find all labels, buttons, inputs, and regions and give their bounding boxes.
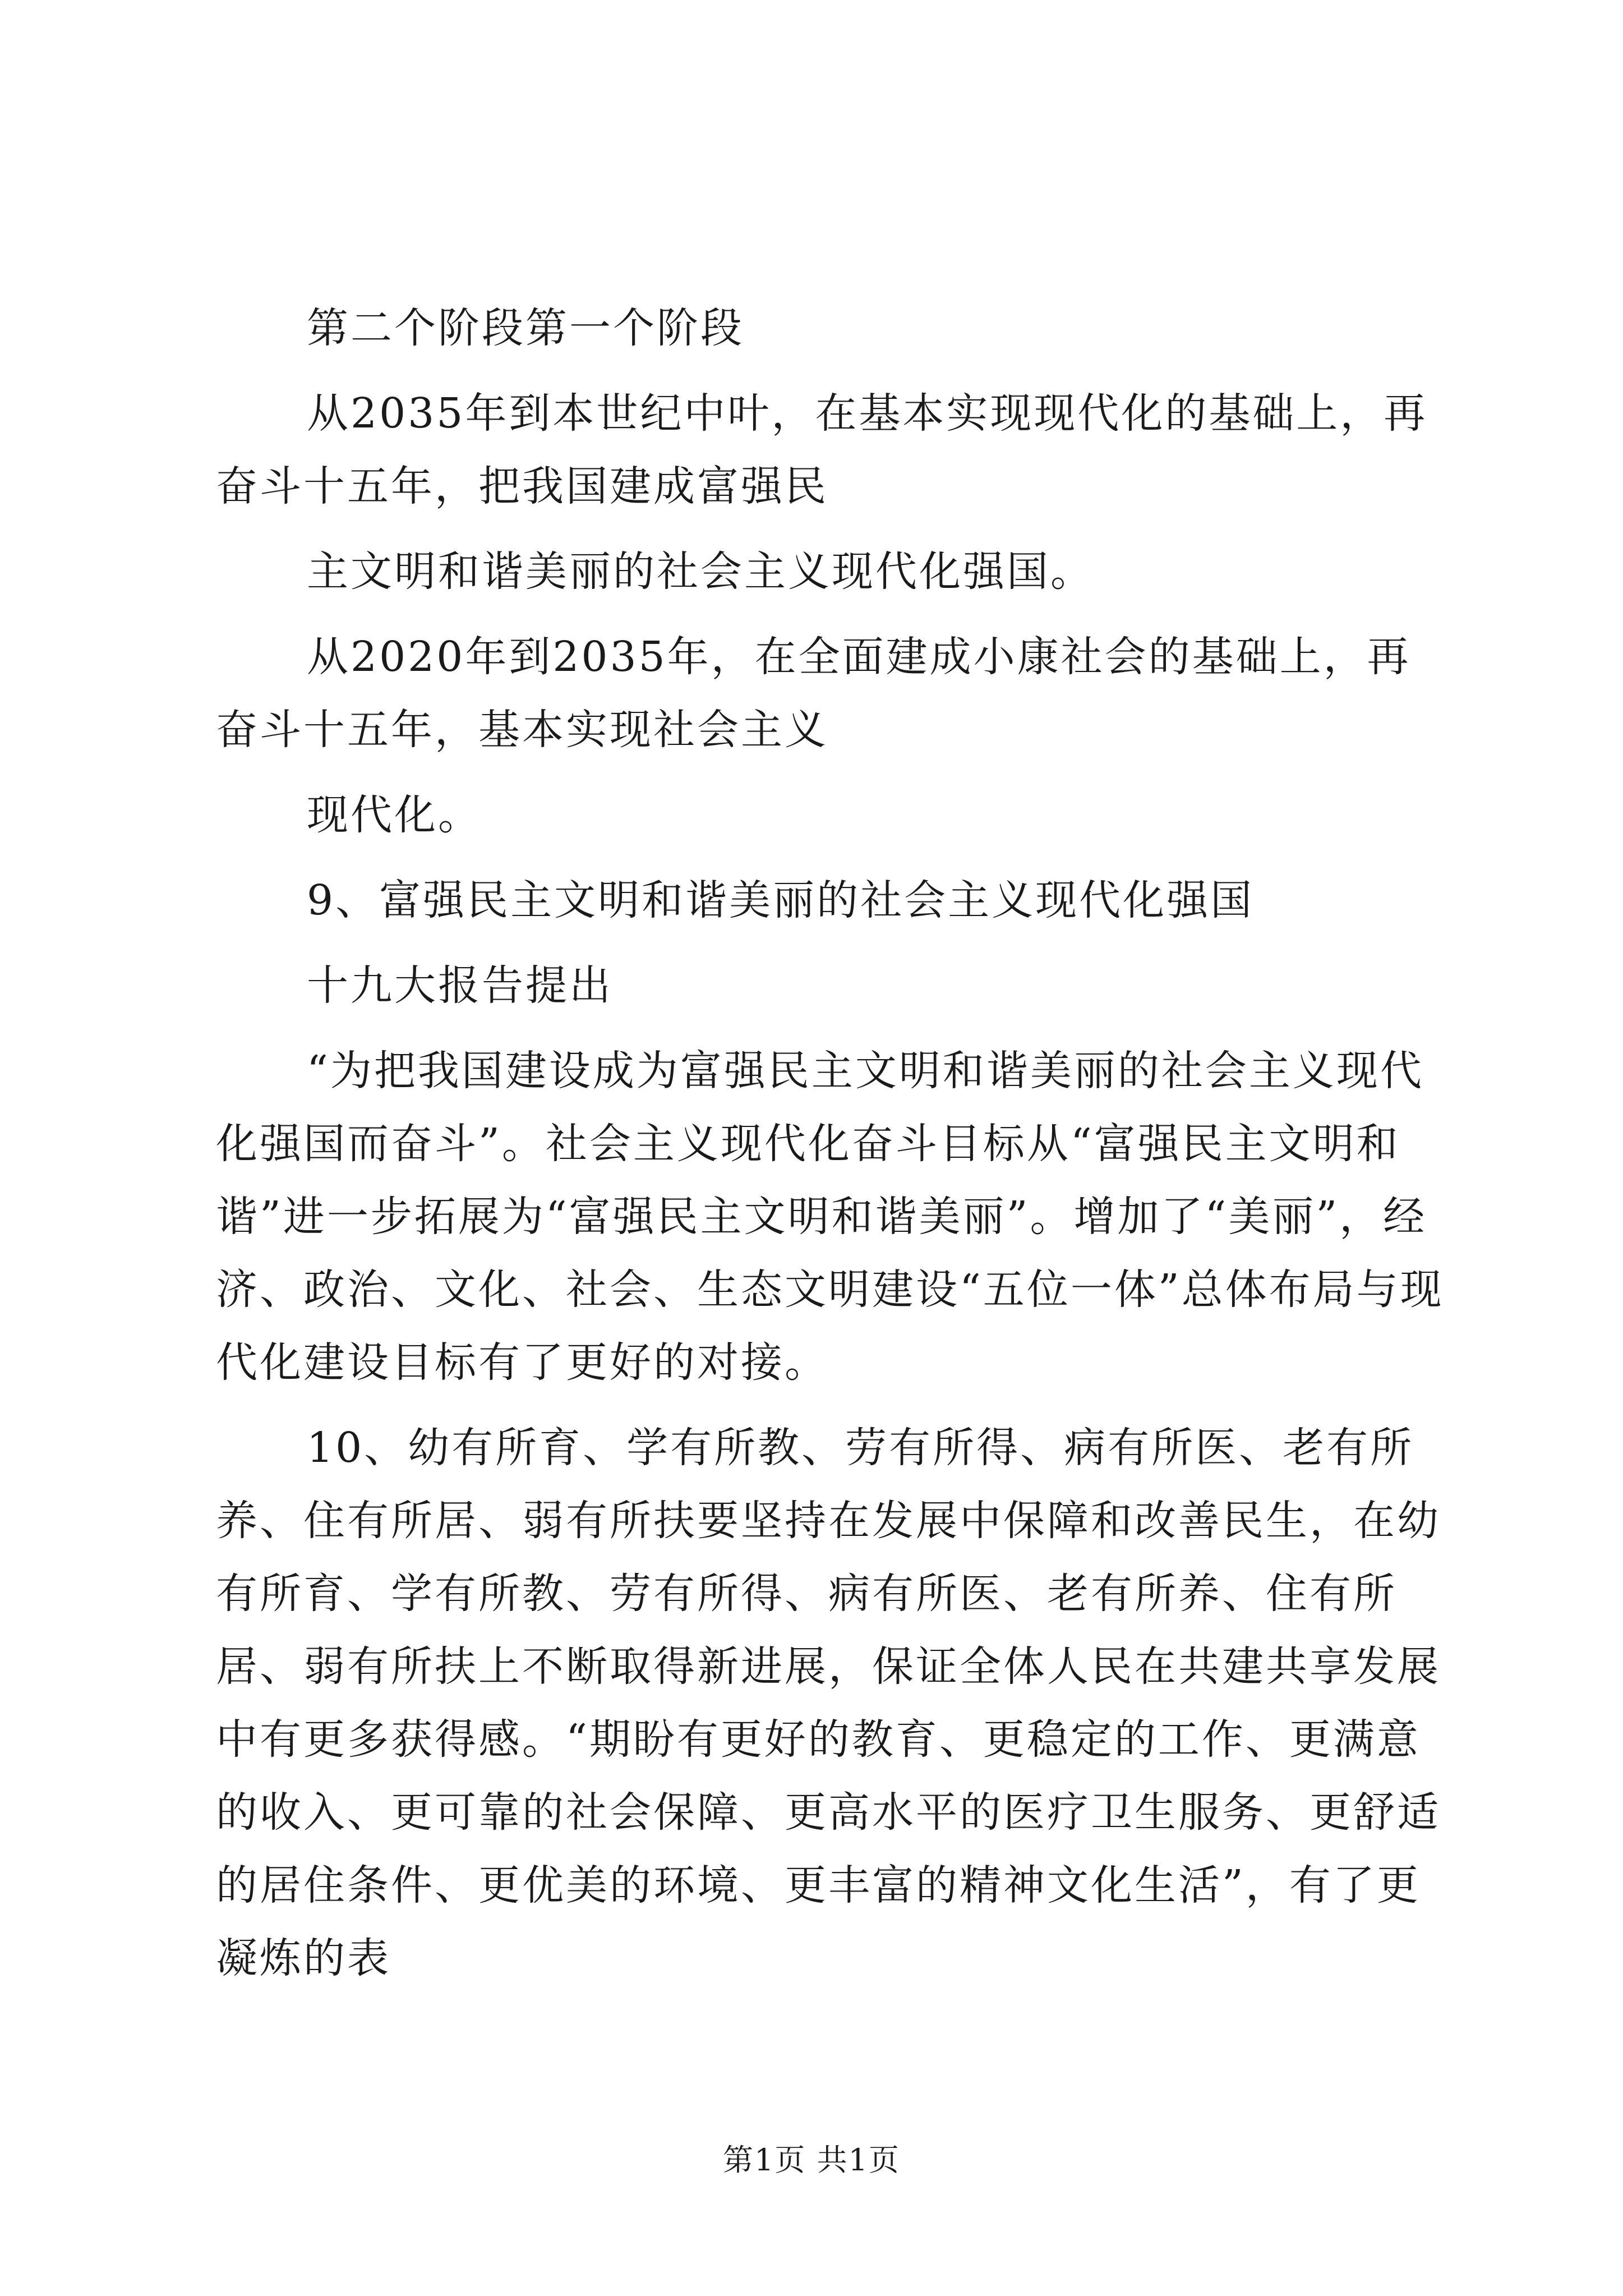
paragraph-modernization-goal: “为把我国建设成为富强民主文明和谐美丽的社会主义现代化强国而奋斗”。社会主义现代化奋斗目标从“富强民主文明和谐”进一步拓展为“富强民主文明和谐美丽”。增加了“美丽”，经济、政治、文化、社会、生态文明建设“五位一体”总体布局与现代化建设目标有了更好的对接。 xyxy=(216,1047,1444,1387)
paragraph-stage-one-continued: 现代化。 xyxy=(307,791,482,839)
paragraph-stage-two: 从2035年到本世纪中叶，在基本实现现代化的基础上，再奋斗十五年，把我国建成富强民 xyxy=(216,389,1428,510)
section-heading-9: 9、富强民主文明和谐美丽的社会主义现代化强国 xyxy=(307,876,1255,924)
paragraph-stage-one: 从2020年到2035年，在全面建成小康社会的基础上，再奋斗十五年，基本实现社会主义 xyxy=(216,633,1411,754)
paragraph-report-intro: 十九大报告提出 xyxy=(307,961,613,1010)
paragraph-stage-two-continued: 主文明和谐美丽的社会主义现代化强国。 xyxy=(307,547,1094,596)
document-body xyxy=(216,292,1450,2007)
paragraph-section-10: 10、幼有所育、学有所教、劳有所得、病有所医、老有所养、住有所居、弱有所扶要坚持在发展中保障和改善民生，在幼有所育、学有所教、劳有所得、病有所医、老有所养、住有所居、弱有所扶上不断取得新进展，保证全体人民在共建共享发展中有更多获得感。“期盼有更好的教育、更稳定的工作、更满意的收入、更可靠的社会保障、更高水平的医疗卫生服务、更舒适的居住条件、更优美的环境、更丰富的精神文化生活”，有了更凝炼的表 xyxy=(216,1424,1441,1982)
page-footer: 第1页 共1页 xyxy=(723,2142,900,2178)
paragraph-stage-heading: 第二个阶段第一个阶段 xyxy=(307,304,744,352)
